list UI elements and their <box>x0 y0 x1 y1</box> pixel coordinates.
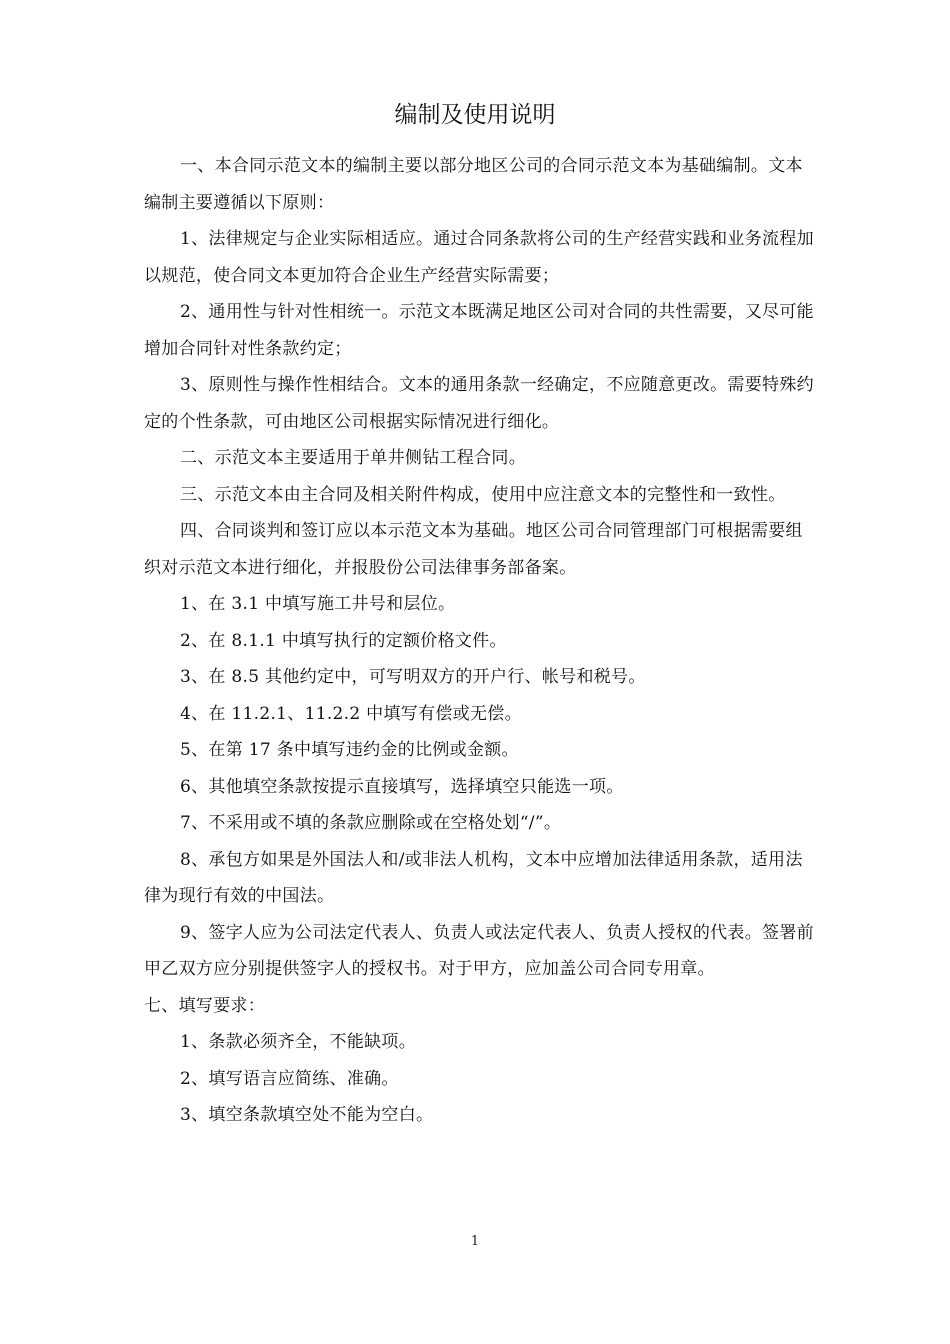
document-body <box>144 148 814 1134</box>
paragraph: 2、在 8.1.1 中填写执行的定额价格文件。 <box>180 630 507 651</box>
document-title: 编制及使用说明 <box>394 102 556 128</box>
paragraph: 6、其他填空条款按提示直接填写，选择填空只能选一项。 <box>180 776 624 797</box>
paragraph: 二、示范文本主要适用于单井侧钻工程合同。 <box>180 448 526 468</box>
paragraph: 5、在第 17 条中填写违约金的比例或金额。 <box>180 740 519 760</box>
paragraph: 四、合同谈判和签订应以本示范文本为基础。地区公司合同管理部门可根据需要组织对示范文本进行细化，并报股份公司法律事务部备案。 <box>144 521 803 578</box>
paragraph: 1、法律规定与企业实际相适应。通过合同条款将公司的生产经营实践和业务流程加以规范，使合同文本更加符合企业生产经营实际需要； <box>144 229 814 286</box>
page-number: 1 <box>470 1234 480 1249</box>
section-heading: 七、填写要求： <box>144 995 266 1016</box>
paragraph: 2、填写语言应简练、准确。 <box>180 1068 399 1089</box>
paragraph: 3、在 8.5 其他约定中，可写明双方的开户行、帐号和税号。 <box>180 667 646 687</box>
paragraph: 3、原则性与操作性相结合。文本的通用条款一经确定，不应随意更改。需要特殊约定的个性条款，可由地区公司根据实际情况进行细化。 <box>144 375 814 432</box>
paragraph: 1、条款必须齐全，不能缺项。 <box>180 1032 417 1052</box>
paragraph: 2、通用性与针对性相统一。示范文本既满足地区公司对合同的共性需要，又尽可能增加合同针对性条款约定； <box>144 302 814 359</box>
paragraph: 1、在 3.1 中填写施工井号和层位。 <box>180 594 456 614</box>
paragraph: 3、填空条款填空处不能为空白。 <box>180 1105 434 1125</box>
paragraph: 一、本合同示范文本的编制主要以部分地区公司的合同示范文本为基础编制。文本编制主要遵循以下原则： <box>144 156 803 213</box>
paragraph: 9、签字人应为公司法定代表人、负责人或法定代表人、负责人授权的代表。签署前甲乙双方应分别提供签字人的授权书。对于甲方，应加盖公司合同专用章。 <box>144 922 814 979</box>
paragraph: 7、不采用或不填的条款应删除或在空格处划“/”。 <box>180 813 562 833</box>
paragraph: 8、承包方如果是外国法人和/或非法人机构，文本中应增加法律适用条款，适用法律为现行有效的中国法。 <box>144 849 803 906</box>
paragraph: 4、在 11.2.1、11.2.2 中填写有偿或无偿。 <box>180 703 522 724</box>
paragraph: 三、示范文本由主合同及相关附件构成，使用中应注意文本的完整性和一致性。 <box>180 484 786 505</box>
